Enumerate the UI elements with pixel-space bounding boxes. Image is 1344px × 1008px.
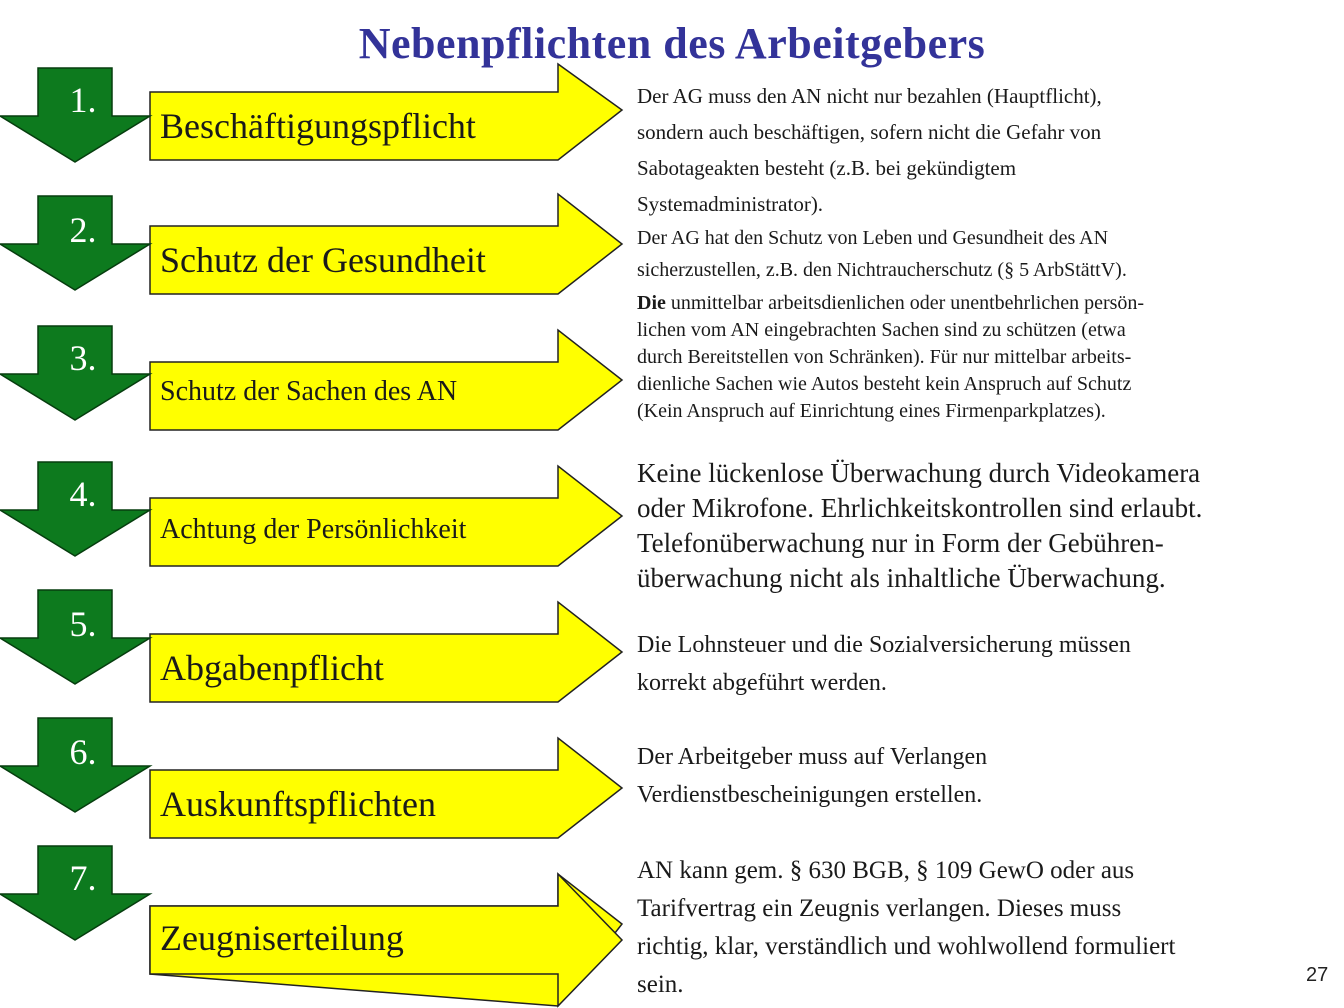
step-number: 7.	[69, 858, 97, 898]
duty-label: Zeugniserteilung	[160, 918, 404, 958]
duty-description	[637, 852, 1175, 1004]
step-number: 5.	[69, 604, 97, 644]
description-line-rest: unmittelbar arbeitsdienlichen oder unentbehrlichen persön-	[670, 292, 1145, 314]
description-line: sondern auch beschäftigen, sofern nicht die Gefahr von	[637, 120, 1102, 144]
slide-title: Nebenpflichten des Arbeitgebers	[358, 19, 986, 68]
description-line: dienliche Sachen wie Autos besteht kein Anspruch auf Schutz	[637, 373, 1132, 395]
description-line: richtig, klar, verständlich und wohlwollend formuliert	[637, 933, 1176, 960]
description-line: Sabotageakten besteht (z.B. bei gekündigtem	[637, 156, 1017, 180]
description-line: durch Bereitstellen von Schränken). Für nur mittelbar arbeits-	[637, 346, 1132, 368]
duty-label: Schutz der Sachen des AN	[160, 376, 458, 407]
description-line: sein.	[637, 971, 684, 998]
duty-label: Beschäftigungspflicht	[160, 106, 476, 146]
description-line: Systemadministrator).	[637, 192, 824, 216]
duty-label: Schutz der Gesundheit	[160, 240, 486, 280]
step-number: 3.	[69, 338, 97, 378]
step-number: 2.	[69, 210, 97, 250]
duty-label: Auskunftspflichten	[160, 784, 436, 824]
duty-description	[637, 222, 1127, 286]
description-line: lichen vom AN eingebrachten Sachen sind zu schützen (etwa	[637, 319, 1126, 341]
duty-description	[637, 626, 1131, 702]
description-line	[637, 290, 1144, 317]
step-number: 6.	[69, 732, 97, 772]
description-line: Telefonüberwachung nur in Form der Gebühren-	[637, 528, 1164, 558]
description-line: Der Arbeitgeber muss auf Verlangen	[637, 744, 988, 770]
description-line: korrekt abgeführt werden.	[637, 670, 887, 696]
page-number: 27	[1306, 964, 1329, 986]
duty-label: Achtung der Persönlichkeit	[160, 514, 467, 545]
step-number: 4.	[69, 474, 97, 514]
duty-label: Abgabenpflicht	[160, 648, 384, 688]
description-line: überwachung nicht als inhaltliche Überwachung.	[637, 563, 1166, 593]
description-line: sicherzustellen, z.B. den Nichtraucherschutz (§ 5 ArbStättV).	[637, 259, 1127, 281]
description-line: Keine lückenlose Überwachung durch Videokamera	[637, 458, 1201, 488]
duty-description	[637, 738, 987, 814]
duty-description	[637, 78, 1102, 222]
description-line: Der AG muss den AN nicht nur bezahlen (Hauptflicht),	[637, 84, 1102, 108]
description-line: Verdienstbescheinigungen erstellen.	[637, 782, 983, 808]
description-line: oder Mikrofone. Ehrlichkeitskontrollen sind erlaubt.	[637, 493, 1203, 523]
description-line: Tarifvertrag ein Zeugnis verlangen. Dieses muss	[637, 895, 1122, 922]
description-lead: Die	[637, 292, 666, 314]
description-line: AN kann gem. § 630 BGB, § 109 GewO oder aus	[637, 857, 1135, 884]
description-line: Der AG hat den Schutz von Leben und Gesundheit des AN	[637, 227, 1109, 249]
description-line: Die Lohnsteuer und die Sozialversicherung müssen	[637, 632, 1131, 658]
duty-description	[637, 456, 1202, 596]
description-line: (Kein Anspruch auf Einrichtung eines Firmenparkplatzes).	[637, 400, 1106, 422]
duty-description	[637, 290, 1144, 425]
step-number: 1.	[69, 80, 97, 120]
